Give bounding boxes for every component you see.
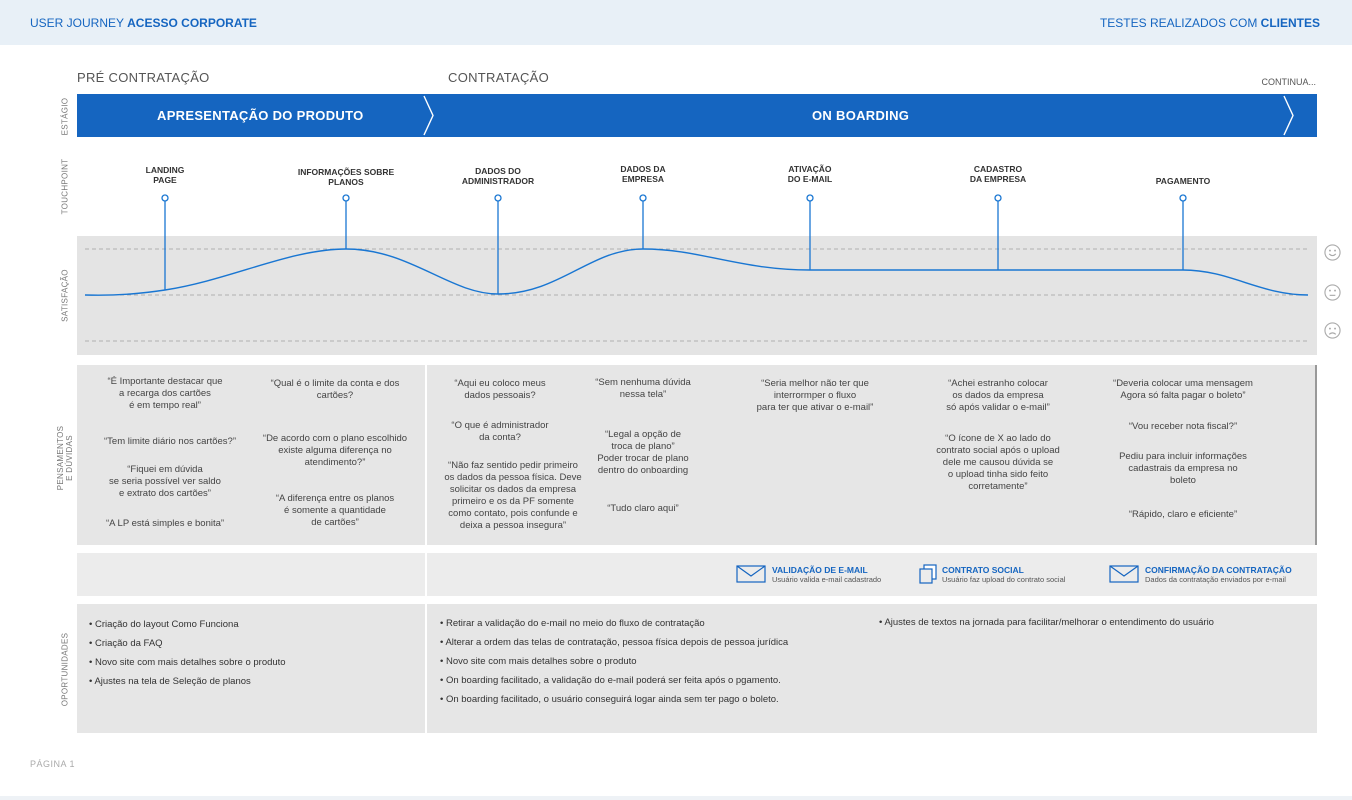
opportunities-pre bbox=[89, 615, 286, 691]
quote: “O que é administrador da conta? bbox=[451, 420, 549, 443]
quote: “Deveria colocar uma mensagem Agora só falta pagar o boleto” bbox=[1113, 378, 1253, 401]
touchpoint-ativacao-email: ATIVAÇÃO DO E-MAIL bbox=[787, 164, 833, 184]
opportunities-extra bbox=[879, 613, 1214, 632]
quote: “Tem limite diário nos cartões?” bbox=[104, 436, 236, 447]
opportunity-item: • Criação do layout Como Funciona bbox=[89, 619, 239, 630]
quote: “Aqui eu coloco meus dados pessoais? bbox=[454, 378, 546, 401]
opportunity-item: • Ajustes de textos na jornada para facilitar/melhorar o entendimento do usuário bbox=[879, 617, 1214, 628]
opportunity-item: • Criação da FAQ bbox=[89, 638, 163, 649]
quote: “Legal a opção de troca de plano” Poder trocar de plano dentro do onboarding bbox=[597, 429, 689, 476]
opportunity-item: • Novo site com mais detalhes sobre o produto bbox=[89, 657, 286, 668]
envelope-icon bbox=[736, 565, 766, 583]
continua-label: CONTINUA... bbox=[1261, 77, 1316, 87]
event-subtitle: Dados da contratação enviados por e-mail bbox=[1145, 575, 1286, 584]
row-label-satisfacao: SATISFAÇÃO bbox=[60, 269, 70, 322]
quote: “A LP está simples e bonita” bbox=[105, 518, 225, 529]
event-subtitle: Usuário valida e-mail cadastrado bbox=[772, 575, 882, 584]
touchpoint-dados-administrador: DADOS DO ADMINISTRADOR bbox=[461, 166, 535, 186]
panel-right-border bbox=[1315, 365, 1317, 545]
opportunity-item: • Retirar a validação do e-mail no meio do fluxo de contratação bbox=[440, 618, 705, 629]
opportunity-item: • Ajustes na tela de Seleção de planos bbox=[89, 676, 251, 687]
journey-title: USER JOURNEY ACESSO CORPORATE bbox=[30, 16, 257, 30]
quote: “Não faz sentido pedir primeiro os dados da pessoa física. Deve solicitar os dados da empresa primeiro e os da PF somente como contato, pois confunde e deixa a pessoa insegura” bbox=[444, 460, 582, 531]
row-label-touchpoint: TOUCHPOINT bbox=[60, 158, 70, 215]
satisfaction-curve bbox=[85, 249, 1308, 295]
event-title: CONTRATO SOCIAL bbox=[942, 565, 1024, 575]
opportunity-item: • Alterar a ordem das telas de contratação, pessoa física depois de pessoa jurídica bbox=[440, 637, 789, 648]
touchpoint-cadastro-empresa: CADASTRO DA EMPRESA bbox=[969, 164, 1027, 184]
opportunity-item: • Novo site com mais detalhes sobre o produto bbox=[440, 656, 637, 667]
sad-face-icon bbox=[1324, 322, 1341, 339]
touchpoint-informacoes-planos: INFORMAÇÕES SOBRE PLANOS bbox=[297, 167, 395, 187]
touchpoint-landing-page: LANDING PAGE bbox=[145, 165, 185, 185]
event-title: VALIDAÇÃO DE E-MAIL bbox=[772, 565, 868, 575]
happy-face-icon bbox=[1324, 244, 1341, 261]
quote: “Fiquei em dúvida se seria possível ver saldo e extrato dos cartões” bbox=[109, 464, 221, 499]
quote: “Qual é o limite da conta e dos cartões? bbox=[270, 378, 400, 401]
row-label-estagio: ESTÁGIO bbox=[60, 97, 70, 136]
quote: “Sem nenhuma dúvida nessa tela” bbox=[595, 377, 691, 400]
touchpoint-dot bbox=[640, 195, 646, 201]
envelope-icon bbox=[1109, 565, 1139, 583]
quote: “Tudo claro aqui” bbox=[607, 503, 679, 514]
row-label-pensamentos: PENSAMENTOS E DÚVIDAS bbox=[56, 425, 74, 491]
quote: “Achei estranho colocar os dados da empresa só após validar o e-mail” bbox=[946, 378, 1050, 413]
opportunity-item: • On boarding facilitado, o usuário conseguirá logar ainda sem ter pago o boleto. bbox=[440, 694, 779, 705]
row-label-oportunidades: OPORTUNIDADES bbox=[60, 632, 70, 707]
quote: “O ícone de X ao lado do contrato social após o upload dele me causou dúvida se o upload tinha sido feito corretamente” bbox=[936, 433, 1060, 492]
phase-contratacao: CONTRATAÇÃO bbox=[448, 70, 550, 85]
stage-onboarding: ON BOARDING bbox=[812, 108, 910, 123]
neutral-face-icon bbox=[1324, 284, 1341, 301]
documents-icon bbox=[918, 564, 938, 584]
quote: “É Importante destacar que a recarga dos cartões é em tempo real” bbox=[107, 376, 223, 411]
touchpoint-dados-empresa: DADOS DA EMPRESA bbox=[620, 164, 666, 184]
opportunity-item: • On boarding facilitado, a validação do e-mail poderá ser feita após o pgamento. bbox=[440, 675, 781, 686]
touchpoint-dot bbox=[807, 195, 813, 201]
phase-pre-contratacao: PRÉ CONTRATAÇÃO bbox=[77, 70, 210, 85]
touchpoint-pagamento: PAGAMENTO bbox=[1155, 176, 1211, 186]
opportunities-contract bbox=[440, 614, 788, 709]
quote: “Rápido, claro e eficiente” bbox=[1128, 509, 1238, 520]
event-subtitle: Usuário faz upload do contrato social bbox=[942, 575, 1066, 584]
quote: “A diferença entre os planos é somente a quantidade de cartões” bbox=[275, 493, 395, 528]
bottom-bar bbox=[0, 796, 1352, 800]
page-number: PÁGINA 1 bbox=[30, 759, 76, 769]
touchpoint-dot bbox=[1180, 195, 1186, 201]
touchpoint-dot bbox=[495, 195, 501, 201]
satisfaction-chart bbox=[0, 0, 1352, 360]
stage-apresentacao: APRESENTAÇÃO DO PRODUTO bbox=[157, 108, 364, 123]
event-title: CONFIRMAÇÃO DA CONTRATAÇÃO bbox=[1145, 565, 1292, 575]
quote: “De acordo com o plano escolhido existe alguma diferença no atendimento?” bbox=[262, 433, 408, 468]
phase-separator bbox=[425, 365, 427, 733]
quote: “Seria melhor não ter que interrormper o fluxo para ter que ativar o e-mail” bbox=[756, 378, 874, 413]
touchpoint-dot bbox=[995, 195, 1001, 201]
touchpoint-dot bbox=[343, 195, 349, 201]
touchpoint-dot bbox=[162, 195, 168, 201]
tests-title: TESTES REALIZADOS COM CLIENTES bbox=[1099, 16, 1320, 30]
quote: “Vou receber nota fiscal?” bbox=[1128, 421, 1238, 432]
quote: Pediu para incluir informações cadastrais da empresa no boleto bbox=[1119, 451, 1247, 486]
